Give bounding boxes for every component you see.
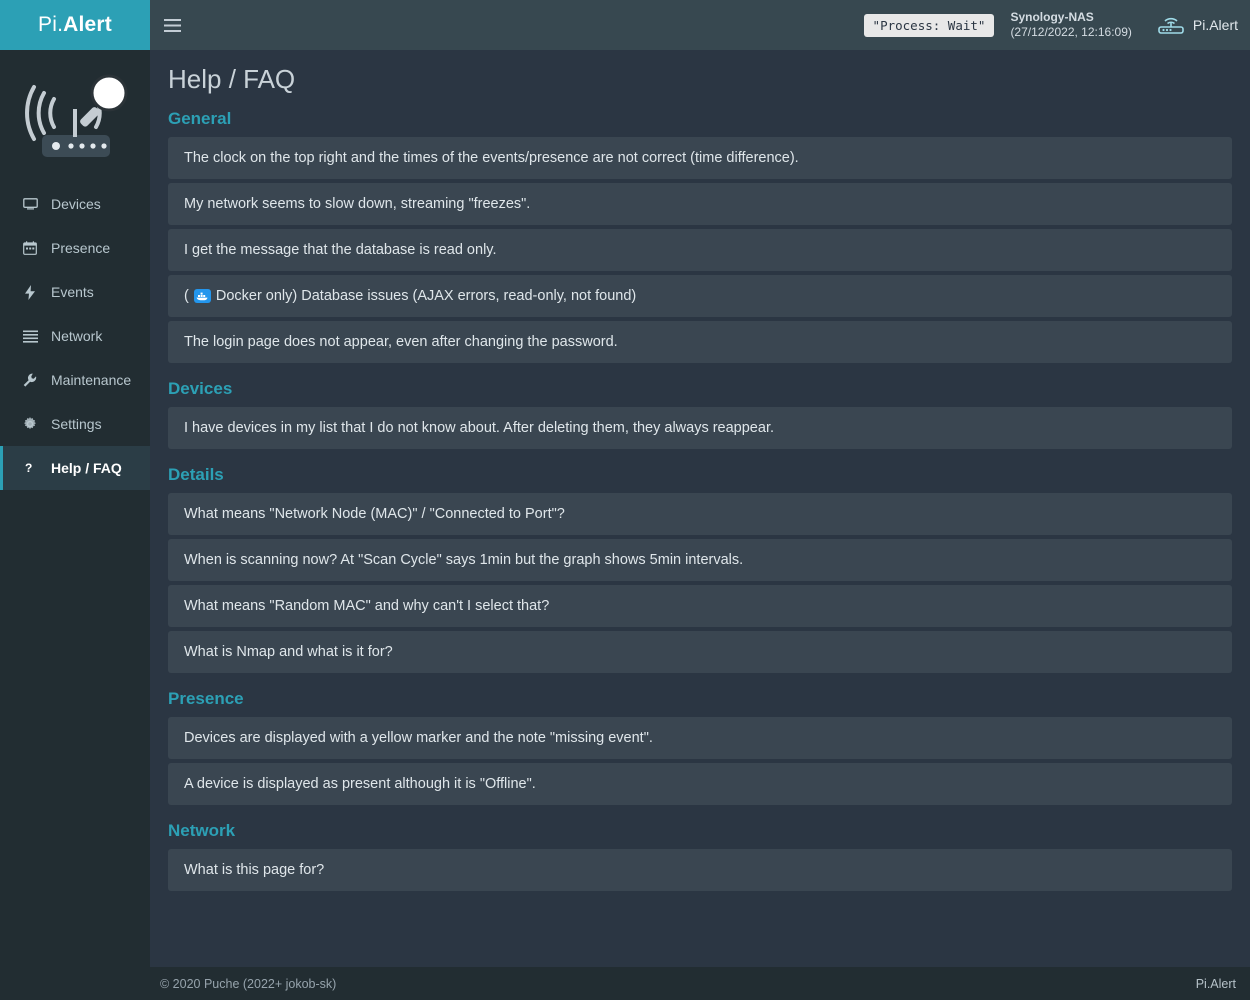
sidebar-item-maintenance[interactable] [0,358,150,402]
router-signal-search-icon [0,50,150,182]
faq-list-presence [168,717,1232,805]
main-content [150,50,1250,967]
body-row [0,50,1250,967]
sidebar-item-events[interactable] [0,270,150,314]
sidebar-item-label: Settings [51,416,102,432]
sidebar-item-label: Devices [51,196,101,212]
sidebar-item-help-faq[interactable] [0,446,150,490]
gear-icon [21,417,39,431]
sidebar [0,50,150,967]
faq-item[interactable]: What is this page for? [168,849,1232,891]
faq-list-general [168,137,1232,363]
footer-copyright: © 2020 Puche (2022+ jokob-sk) [160,976,337,991]
user-menu[interactable] [1152,15,1238,35]
faq-item[interactable]: The login page does not appear, even after changing the password. [168,321,1232,363]
section-title-details: Details [168,465,224,484]
bolt-icon [21,285,39,300]
sidebar-item-label: Presence [51,240,111,256]
question-icon [21,461,39,475]
list-icon [21,330,39,343]
faq-item[interactable]: What is Nmap and what is it for? [168,631,1232,673]
monitor-icon [21,198,39,210]
svg-text:?: ? [25,461,33,475]
top-bar [0,0,1250,50]
calendar-icon [21,241,39,255]
faq-item[interactable]: I have devices in my list that I do not know about. After deleting them, they always reappear. [168,407,1232,449]
sidebar-item-devices[interactable] [0,182,150,226]
faq-item[interactable]: I get the message that the database is read only. [168,229,1232,271]
faq-item[interactable]: What means "Network Node (MAC)" / "Connected to Port"? [168,493,1232,535]
top-bar-right [150,0,1250,50]
server-time: (27/12/2022, 12:16:09) [1010,25,1132,39]
footer [0,967,1250,1000]
brand-logo[interactable] [0,0,150,50]
server-info [1010,10,1131,40]
section-title-network: Network [168,821,236,840]
faq-item-text: Docker only) Database issues (AJAX errors, read-only, not found) [215,288,637,304]
faq-list-details [168,493,1232,673]
user-label: Pi.Alert [1192,17,1238,33]
docker-icon [194,289,211,303]
faq-item[interactable]: What means "Random MAC" and why can't I select that? [168,585,1232,627]
faq-item[interactable]: My network seems to slow down, streaming "freezes". [168,183,1232,225]
brand-prefix: Pi. [38,13,64,36]
server-name: Synology-NAS [1010,10,1094,24]
process-status-badge: "Process: Wait" [864,14,995,37]
faq-list-devices [168,407,1232,449]
sidebar-item-label: Network [51,328,103,344]
faq-list-network [168,849,1232,891]
page-title: Help / FAQ [168,64,296,94]
brand-suffix: Alert [63,13,112,36]
faq-item[interactable]: When is scanning now? At "Scan Cycle" says 1min but the graph shows 5min intervals. [168,539,1232,581]
sidebar-item-settings[interactable] [0,402,150,446]
section-title-general: General [168,109,232,128]
faq-item-prefix: ( [184,288,189,304]
network-devices-icon [1158,15,1184,35]
faq-item-docker[interactable] [168,275,1232,317]
wrench-icon [21,373,39,387]
sidebar-item-network[interactable] [0,314,150,358]
faq-item[interactable]: The clock on the top right and the times of the events/presence are not correct (time difference). [168,137,1232,179]
section-title-presence: Presence [168,689,244,708]
sidebar-nav [0,182,150,490]
sidebar-item-label: Maintenance [51,372,132,388]
faq-item[interactable]: Devices are displayed with a yellow marker and the note "missing event". [168,717,1232,759]
faq-item[interactable]: A device is displayed as present although it is "Offline". [168,763,1232,805]
footer-brand: Pi.Alert [1195,976,1236,991]
menu-toggle-icon[interactable] [150,0,194,50]
section-title-devices: Devices [168,379,233,398]
sidebar-item-label: Events [51,284,94,300]
sidebar-item-label: Help / FAQ [51,460,122,476]
sidebar-item-presence[interactable] [0,226,150,270]
